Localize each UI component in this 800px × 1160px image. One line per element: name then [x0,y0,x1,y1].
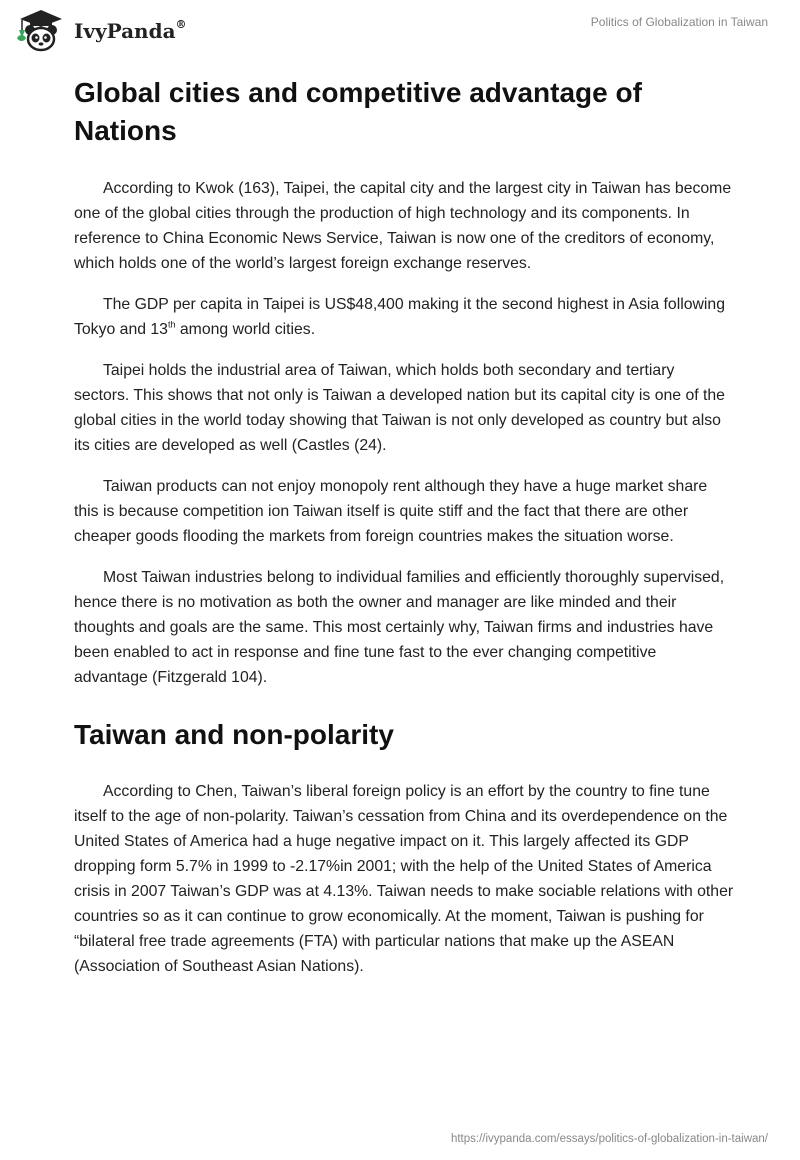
registered-mark: ® [175,18,187,32]
paragraph-text: among world cities. [175,321,316,338]
logo-text [74,19,187,43]
paragraph: Taiwan products can not enjoy monopoly rent although they have a huge market share this is because competition ion Taiwan itself is quite stiff and the fact that there are other cheaper goods flooding the markets from foreign countries makes the situation worse. [74,478,708,545]
essay-content [74,70,734,979]
superscript: th [167,319,176,330]
section-heading: Taiwan and non-polarity [74,719,394,750]
panda-graduate-icon [14,8,68,54]
section-global-cities [74,74,734,690]
paragraph: According to Chen, Taiwan’s liberal foreign policy is an effort by the country to fine tune itself to the age of non-polarity. Taiwan’s cessation from China and its overdependence on the United States of America had a huge negative impact on it. This largely affected its GDP dropping form 5.7% in 1999 to -2.17%in 2001; with the help of the United States of America crisis in 2007 Taiwan’s GDP was at 4.13%. Taiwan needs to make sociable relations with other countries so as it can continue to grow economically. At the moment, Taiwan is pushing for “bilateral free trade agreements (FTA) with particular nations that make up the ASEAN (Association of Southeast Asian Nations). [74,783,734,975]
paragraph [74,292,734,342]
source-url-link[interactable]: https://ivypanda.com/essays/politics-of-globalization-in-taiwan/ [450,1133,768,1145]
paragraph: Taipei holds the industrial area of Taiwan, which holds both secondary and tertiary sectors. This shows that not only is Taiwan a developed nation but its capital city is one of the global cities in the world today showing that Taiwan is not only developed as country but also its cities are developed as well (Castles (24). [74,362,725,454]
section-non-polarity [74,716,734,979]
paragraph: According to Kwok (163), Taipei, the capital city and the largest city in Taiwan has become one of the global cities through the production of high technology and its components. In reference to China Economic News Service, Taiwan is now one of the creditors of economy, which holds one of the world’s largest foreign exchange reserves. [74,180,732,272]
ivypanda-logo[interactable] [14,8,187,54]
logo-wordmark: IvyPanda [74,19,176,43]
page-header [0,0,800,60]
section-heading: Global cities and competitive advantage of Nations [74,77,642,146]
document-title: Politics of Globalization in Taiwan [590,15,768,29]
paragraph-text: The GDP per capita in Taipei is US$48,400 making it the second highest in Asia following Tokyo and 13 [74,296,726,338]
paragraph: Most Taiwan industries belong to individual families and efficiently thoroughly supervised, hence there is no motivation as both the owner and manager are like minded and their thoughts and goals are the same. This most certainly why, Taiwan firms and industries have been enabled to act in response and fine tune fast to the ever changing competitive advantage (Fitzgerald 104). [74,569,725,686]
